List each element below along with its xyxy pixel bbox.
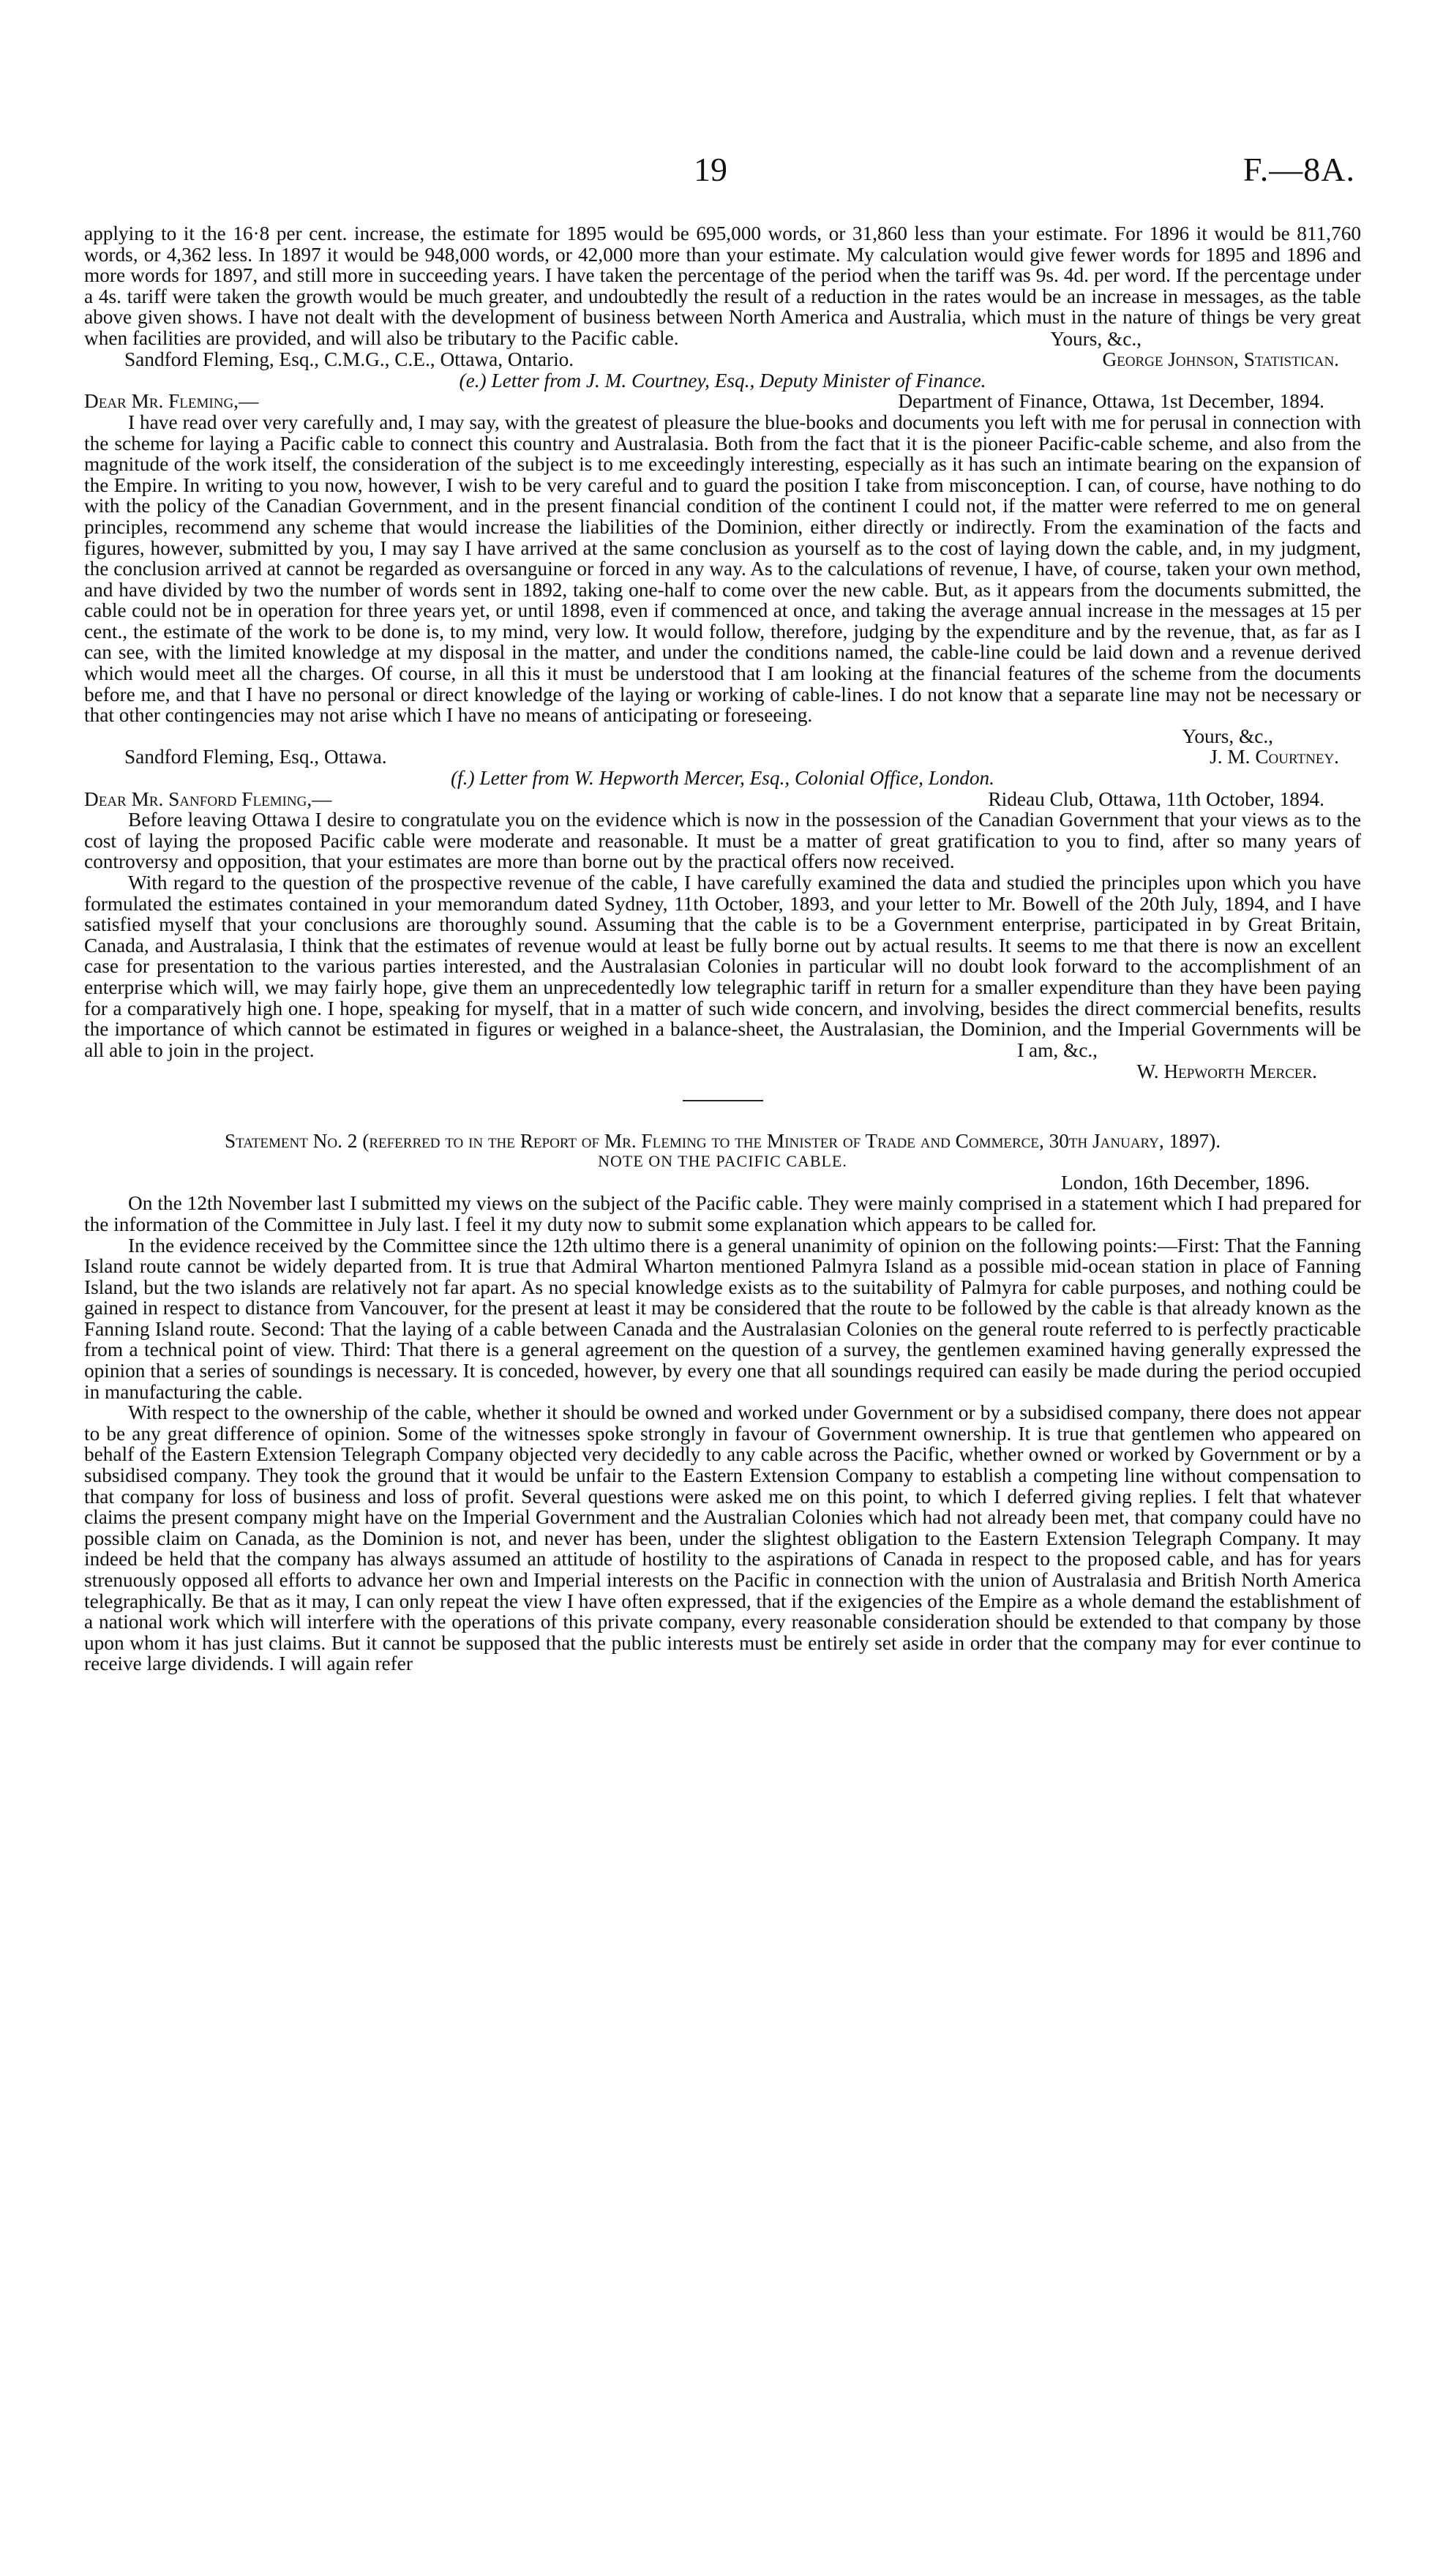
courtney-letter-heading: (e.) Letter from J. M. Courtney, Esq., Deputy Minister of Finance. [459,369,986,392]
courtney-letter [84,370,1361,768]
mercer-signatory: W. Hepworth Mercer. [1136,1060,1317,1082]
courtney-place-date: Department of Finance, Ottawa, 1st December, 1894. [898,390,1324,413]
page-header [0,150,1443,201]
statement-place-date: London, 16th December, 1896. [1060,1171,1310,1194]
johnson-letter [84,223,1361,370]
statement-paragraph: With respect to the ownership of the cable, whether it should be owned and worked under Government or by a subsidised company, there does not appear to be any great difference of opinion. Some of the witnesses spoke strongly in favour of Government ownership. It is true that gentlemen who appeared on behalf of the Eastern Extension Telegraph Company objected very decidedly to any cable across the Pacific, whether owned or worked by Government or by a subsidised company. They took the ground that it would be unfair to the Eastern Extension Company to establish a competing line without compensation to that company for loss of business and loss of profit. Several questions were asked me on this point, to which I deferred giving replies. I felt that whatever claims the present company might have on the Imperial Government and the Australian Colonies which had not already been met, that company could have no possible claim on Canada, as the Dominion is not, and never has been, under the slightest obligation to the Eastern Extension Telegraph Company. It may indeed be held that the company has always assumed an attitude of hostility to the aspirations of Canada in respect to the proposed cable, and has for years strenuously opposed all efforts to advance her own and Imperial interests on the Pacific in connection with the union of Australasia and British North America telegraphically. Be that as it may, I can only repeat the view I have often expressed, that if the exigencies of the Empire as a whole demand the establishment of a national work which will interfere with the operations of this private company, every reasonable consideration should be extended to that company by those upon whom it has just claims. But it cannot be supposed that the public interests must be entirely set aside in order that the company may for ever continue to receive large dividends. I will again refer [84,1401,1361,1675]
johnson-letter-continuation: applying to it the 16·8 per cent. increase, the estimate for 1895 would be 695,000 words, or 31,860 less than your estimate. For 1896 it would be 811,760 words, or 4,362 less. In 1897 it would be 948,000 words, or 42,000 more than your estimate. My calculation would give fewer words for 1895 and 1896 and more words for 1897, and still more in succeeding years. I have taken the percentage of the period when the tariff was 9s. 4d. per word. If the percentage under a 4s. tariff were taken the growth would be much greater, and undoubtedly the result of a reduction in the rates would be an increase in messages, as the table above given shows. I have not dealt with the development of business between North America and Australia, which must in the nature of things be very great when facilities are provided, and will also be tributary to the Pacific cable. [84,222,1361,349]
courtney-salutation: Dear Mr. Fleming,— [84,390,259,413]
note-title: NOTE ON THE PACIFIC CABLE. [598,1152,847,1171]
statement-paragraph: On the 12th November last I submitted my views on the subject of the Pacific cable. They were mainly comprised in a statement which I had prepared for the information of the Committee in July last. I feel it my duty now to submit some explanation which appears to be called for. [84,1192,1361,1235]
statement-no-2 [84,1131,1361,1674]
statement-title: Statement No. 2 (referred to in the Report of Mr. Fleming to the Minister of Trade and Commerce, 30th January, 1897). [224,1129,1221,1152]
courtney-signatory: J. M. Courtney. [1210,746,1339,768]
mercer-place-date: Rideau Club, Ottawa, 11th October, 1894. [988,787,1324,810]
document-reference: F.—8A. [1243,151,1355,188]
mercer-letter-heading: (f.) Letter from W. Hepworth Mercer, Esq., Colonial Office, London. [450,767,995,790]
courtney-valediction: Yours, &c., [1182,724,1273,747]
johnson-addressee: Sandford Fleming, Esq., C.M.G., C.E., Ottawa, Ontario. [124,348,574,371]
mercer-paragraph: Before leaving Ottawa I desire to congratulate you on the evidence which is now in the possession of the Canadian Government that your views as to the cost of laying the proposed Pacific cable were moderate and reasonable. It must be a matter of great gratification to you to find, after so many years of controversy and opposition, that your estimates are more than borne out by the practical offers now received. [84,809,1361,873]
page-number: 19 [694,151,727,188]
statement-paragraph: In the evidence received by the Committee since the 12th ultimo there is a general unanimity of opinion on the following points:—First: That the Fanning Island route cannot be widely departed from. It is true that Admiral Wharton mentioned Palmyra Island as a possible mid-ocean station in place of Fanning Island, but the two islands are relatively not far apart. As no special knowledge exists as to the suitability of Palmyra for cable purposes, and nothing could be gained in respect to distance from Vancouver, for the present at least it may be considered that the route to be followed by the cable is that already known as the Fanning Island route. Second: That the laying of a cable between Canada and the Australasian Colonies on the general route referred to is perfectly practicable from a technical point of view. Third: That there is a general agreement on the question of a survey, the gentlemen examined having generally expressed the opinion that a series of soundings is necessary. It is conceded, however, by every one that all soundings required can easily be made during the period occupied in manufacturing the cable. [84,1234,1361,1403]
johnson-valediction: Yours, &c., [1050,327,1142,350]
mercer-valediction: I am, &c., [1017,1039,1098,1062]
courtney-addressee: Sandford Fleming, Esq., Ottawa. [124,746,387,768]
mercer-letter [84,768,1361,1082]
mercer-paragraph: With regard to the question of the prospective revenue of the cable, I have carefully examined the data and studied the principles upon which you have formulated the estimates contained in your memorandum dated Sydney, 11th October, 1893, and your letter to Mr. Bowell of the 20th July, 1894, and I have satisfied myself that your conclusions are thoroughly sound. Assuming that the cable is to be a Government enterprise, participated in by Great Britain, Canada, and Australasia, I think that the estimates of revenue would at least be fully borne out by actual results. It seems to me that there is now an excellent case for presentation to the various parties interested, and the Australasian Colonies in particular will no doubt look forward to the accomplishment of an enterprise which will, we may fairly hope, give them an unprecedentedly low telegraphic tariff in return for a smaller expenditure than they have been paying for a comparatively high one. I hope, speaking for myself, that in a matter of such wide concern, and involving, besides the direct commercial benefits, results the importance of which cannot be estimated in figures or weighed in a balance-sheet, the Australasian, the Dominion, and the Imperial Governments will be all able to join in the project. [84,872,1361,1061]
johnson-signatory: George Johnson, Statistican. [1102,348,1339,371]
section-divider [683,1100,763,1101]
courtney-letter-body: I have read over very carefully and, I may say, with the greatest of pleasure the blue-books and documents you left with me for perusal in connection with the scheme for laying a Pacific cable to connect this country and Australasia. Both from the fact that it is the pioneer Pacific-cable scheme, and also from the magnitude of the work itself, the consideration of the subject is to me exceedingly interesting, especially as it has such an intimate bearing on the expansion of the Empire. In writing to you now, however, I wish to be very careful and to guard the position I take from misconception. I can, of course, have nothing to do with the policy of the Canadian Government, and in the present financial condition of the continent I could not, if the matter were referred to me on general principles, recommend any scheme that would increase the liabilities of the Dominion, either directly or indirectly. From the examination of the facts and figures, however, submitted by you, I may say I have arrived at the same conclusion as yourself as to the cost of laying down the cable, and, in my judgment, the conclusion arrived at cannot be regarded as oversanguine or forced in any way. As to the calculations of revenue, I have, of course, taken your own method, and have divided by two the number of words sent in 1892, taking one-half to come over the new cable. But, as it appears from the documents submitted, the cable could not be in operation for three years yet, or until 1898, even if commenced at once, and taking the average annual increase in the messages at 15 per cent., the estimate of the work to be done is, to my mind, very low. It would follow, therefore, judging by the expenditure and by the revenue, that, as far as I can see, with the limited knowledge at my disposal in the matter, and under the conditions named, the cable-line could be laid down and a revenue derived which would meet all the charges. Of course, in all this it must be understood that I am looking at the financial features of the scheme from the documents before me, and that I have no personal or direct knowledge of the laying or working of cable-lines. I do not know that a separate line may not be necessary or that other contingencies may not arise which I have no means of anticipating or foreseeing. [84,411,1361,727]
page-content [84,223,1361,1674]
mercer-salutation: Dear Mr. Sanford Fleming,— [84,787,332,810]
